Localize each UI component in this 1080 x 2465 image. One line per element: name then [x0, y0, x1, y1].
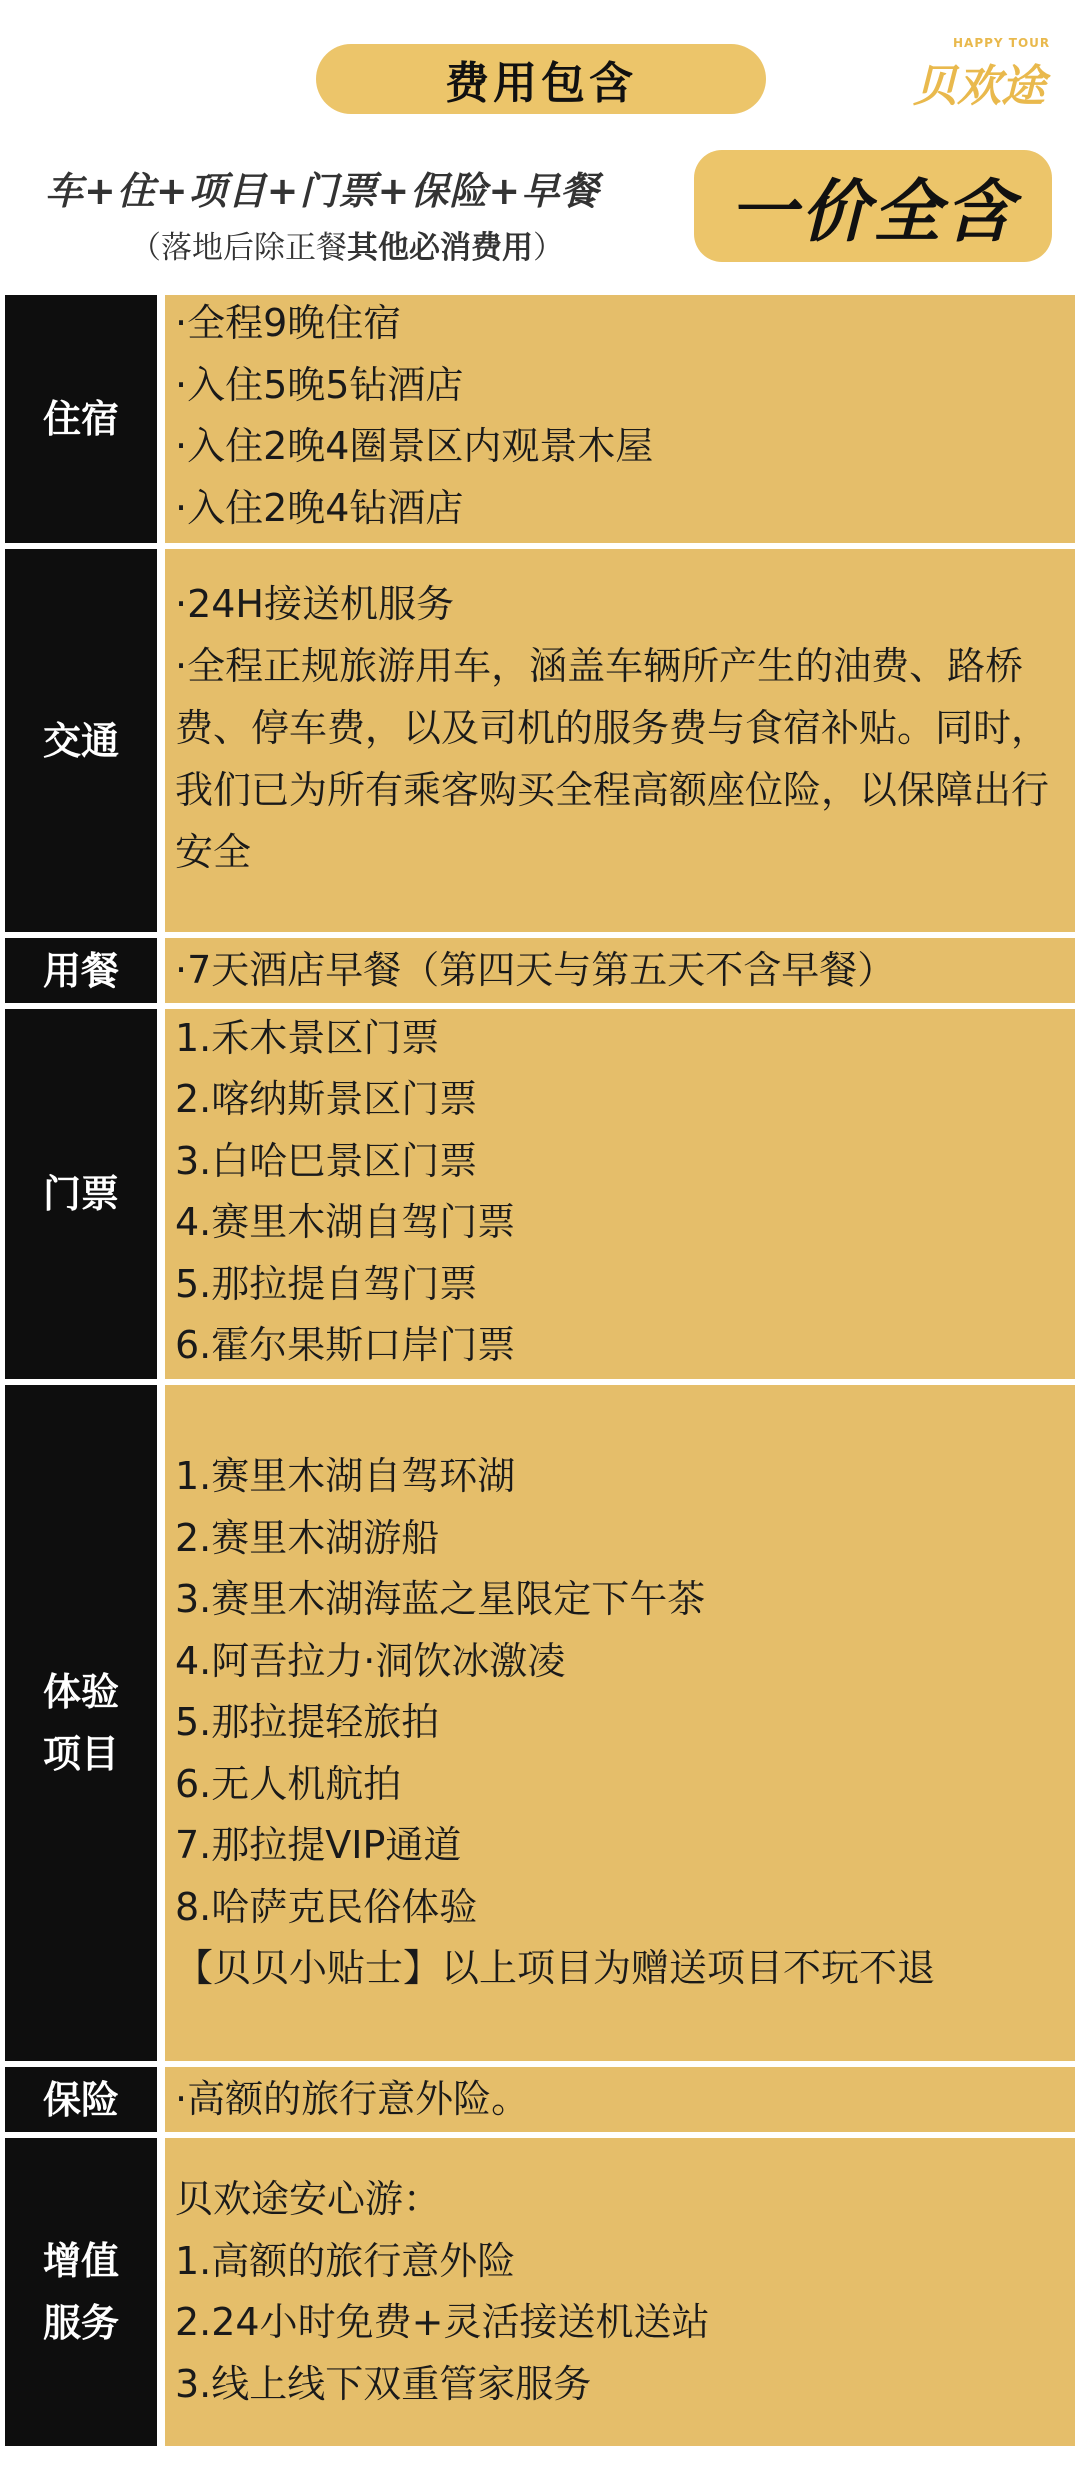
list-item: 4.阿吾拉力·洞饮冰激凌 — [175, 1638, 566, 1683]
list-item: ·全程正规旅游用车，涵盖车辆所产生的油费、路桥费、停车费，以及司机的服务费与食宿补贴。同时，我们已为所有乘客购买全程高额座位险，以保障出行安全 — [175, 644, 1050, 875]
row-label: 门票 — [5, 1009, 157, 1379]
list-item: ·入住5晚5钻酒店 — [175, 362, 464, 407]
list-item: ·高额的旅行意外险。 — [175, 2076, 530, 2121]
list-item: 4.赛里木湖自驾门票 — [175, 1200, 516, 1244]
row-content — [165, 1385, 1075, 2061]
logo-tagline: HAPPY TOUR — [953, 36, 1051, 50]
row-value-added — [5, 2138, 1075, 2446]
row-label: 增值 服务 — [5, 2138, 157, 2446]
brand-logo — [905, 30, 1055, 120]
slogan-note: （落地后除正餐其他必消费用） — [130, 230, 564, 266]
row-content — [165, 549, 1075, 932]
list-item: 2.24小时免费+灵活接送机送站 — [175, 2300, 710, 2344]
row-content — [165, 2138, 1075, 2446]
row-content — [165, 1009, 1075, 1379]
row-content — [165, 295, 1075, 543]
list-item: ·全程9晚住宿 — [175, 301, 402, 345]
row-transport — [5, 549, 1075, 932]
logo-text: 贝欢途 — [913, 61, 1045, 112]
row-content — [165, 2067, 1075, 2132]
row-label: 用餐 — [5, 938, 157, 1003]
row-lodging — [5, 295, 1075, 543]
list-item: ·入住2晚4圈景区内观景木屋 — [175, 424, 654, 468]
row-label: 体验 项目 — [5, 1385, 157, 2061]
row-meals — [5, 938, 1075, 1003]
slogan-line: 车+住+项目+门票+保险+早餐 — [45, 169, 600, 213]
list-item: 8.哈萨克民俗体验 — [175, 1884, 478, 1929]
list-item: 5.那拉提轻旅拍 — [175, 1700, 440, 1745]
tips-note: 【贝贝小贴士】以上项目为赠送项目不玩不退 — [175, 1946, 936, 1991]
list-item: 6.无人机航拍 — [175, 1761, 402, 1806]
row-label: 交通 — [5, 549, 157, 932]
row-label: 住宿 — [5, 295, 157, 543]
list-item: 2.赛里木湖游船 — [175, 1515, 440, 1560]
all-inclusive-badge: 一价全含 — [694, 150, 1052, 262]
list-item: ·入住2晚4钻酒店 — [175, 485, 464, 530]
list-item: 1.赛里木湖自驾环湖 — [175, 1454, 516, 1499]
header-title: 费用包含 — [316, 44, 766, 114]
list-item: 贝欢途安心游： — [175, 2177, 442, 2221]
list-item: 7.那拉提VIP通道 — [175, 1823, 462, 1868]
list-item: 1.高额的旅行意外险 — [175, 2238, 516, 2283]
list-item: ·7天酒店早餐（第四天与第五天不含早餐） — [175, 947, 896, 992]
list-item: 3.白哈巴景区门票 — [175, 1138, 478, 1183]
row-experience — [5, 1385, 1075, 2061]
row-tickets — [5, 1009, 1075, 1379]
row-insurance — [5, 2067, 1075, 2132]
list-item: 2.喀纳斯景区门票 — [175, 1077, 478, 1121]
row-content — [165, 938, 1075, 1003]
row-label: 保险 — [5, 2067, 157, 2132]
list-item: 6.霍尔果斯口岸门票 — [175, 1323, 516, 1367]
list-item: 3.赛里木湖海蓝之星限定下午茶 — [175, 1577, 706, 1622]
list-item: 1.禾木景区门票 — [175, 1015, 440, 1060]
list-item: 3.线上线下双重管家服务 — [175, 2361, 592, 2406]
list-item: ·24H接送机服务 — [175, 581, 455, 626]
list-item: 5.那拉提自驾门票 — [175, 1261, 478, 1306]
